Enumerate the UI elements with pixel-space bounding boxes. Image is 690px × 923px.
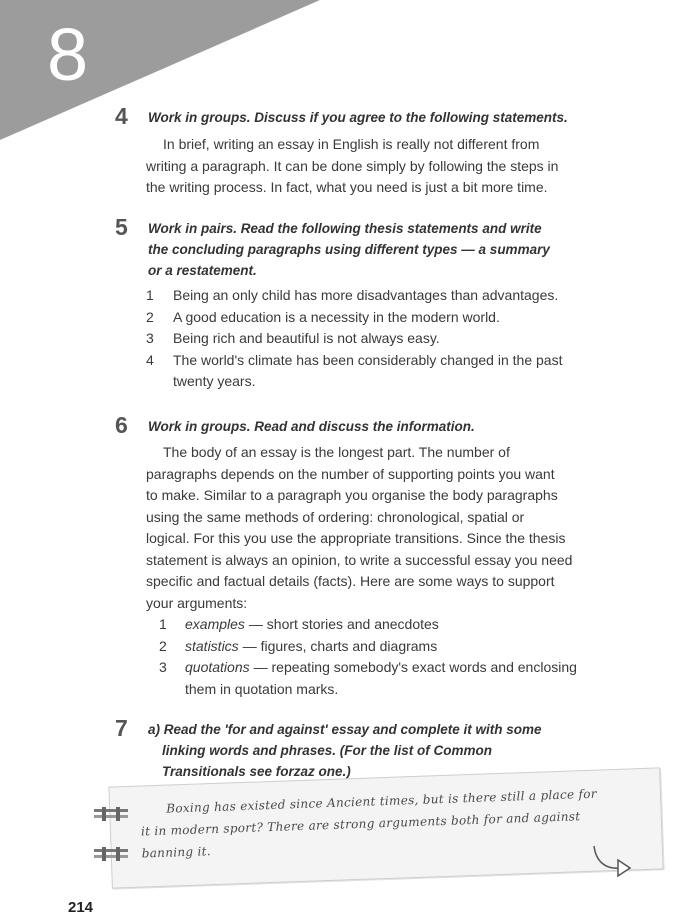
support-ways-list	[159, 614, 635, 700]
binder-clip-icon	[92, 806, 132, 822]
text-line: to make. Similar to a paragraph you organise the body paragraphs	[146, 487, 558, 503]
binder-clip-icon	[92, 846, 132, 862]
text-line: statement is always an opinion, to write a successful essay you need	[146, 551, 573, 568]
essay-note-card	[108, 767, 663, 888]
chapter-number: 8	[47, 13, 89, 96]
list-item: 3 Being rich and beautiful is not always easy.	[146, 330, 440, 346]
list-item: 4 The world's climate has been considerably changed in the past	[146, 351, 563, 368]
note-line: Boxing has existed since Ancient times, but is there still a place for	[165, 786, 598, 816]
exercise-title	[148, 218, 635, 281]
note-line: it in modern sport? There are strong arguments both for and against	[140, 809, 581, 839]
text-line: the writing process. In fact, what you need is just a bit more time.	[146, 179, 548, 195]
thesis-list	[146, 285, 635, 393]
title-line: Work in pairs. Read the following thesis statements and write	[148, 221, 542, 236]
exercise-text	[146, 134, 635, 199]
list-item: 3 quotations — repeating somebody's exact words and enclosing	[159, 659, 577, 675]
exercise-6	[115, 412, 635, 700]
title-line: linking words and phrases. (For the list of Common	[162, 743, 493, 758]
exercise-number: 4	[115, 103, 128, 129]
text-line: logical. For this you use the appropriate transitions. Since the thesis	[146, 530, 566, 546]
list-item-continued: them in quotation marks.	[185, 680, 339, 697]
text-line: The body of an essay is the longest part. The number of	[163, 444, 510, 460]
list-item: 2 statistics — figures, charts and diagrams	[159, 637, 438, 654]
title-line: a) Read the 'for and against' essay and complete it with some	[148, 722, 542, 737]
list-item: 1 Being an only child has more disadvantages than advantages.	[146, 287, 559, 303]
exercise-number: 6	[115, 412, 128, 438]
title-line: Transitionals see forzaz one.)	[162, 764, 351, 779]
title-line: the concluding paragraphs using different types — a summary	[148, 242, 550, 257]
exercise-5	[115, 214, 635, 393]
text-line: your arguments:	[146, 594, 248, 611]
text-line: using the same methods of ordering: chronological, spatial or	[146, 508, 525, 525]
handwritten-essay-text	[140, 782, 622, 865]
exercise-number: 5	[115, 214, 128, 240]
page-number: 214	[68, 899, 94, 916]
text-line: In brief, writing an essay in English is really not different from	[163, 136, 540, 152]
note-line: banning it.	[141, 844, 212, 861]
text-line: specific and factual details (facts). Here are some ways to support	[146, 573, 555, 589]
exercise-title: Work in groups. Read and discuss the information.	[148, 419, 475, 434]
text-line: writing a paragraph. It can be done simply by following the steps in	[146, 157, 559, 174]
exercise-title: Work in groups. Discuss if you agree to the following statements.	[148, 110, 568, 125]
list-item: 2 A good education is a necessity in the modern world.	[146, 308, 500, 325]
list-item-continued: twenty years.	[173, 373, 256, 389]
text-line: paragraphs depends on the number of supporting points you want	[146, 465, 555, 482]
curved-arrow-icon	[588, 840, 636, 880]
title-line: or a restatement.	[148, 263, 257, 278]
exercise-number: 7	[115, 715, 128, 741]
list-item: 1 examples — short stories and anecdotes	[159, 616, 439, 632]
exercise-4	[115, 103, 635, 199]
exercise-text	[146, 442, 635, 614]
